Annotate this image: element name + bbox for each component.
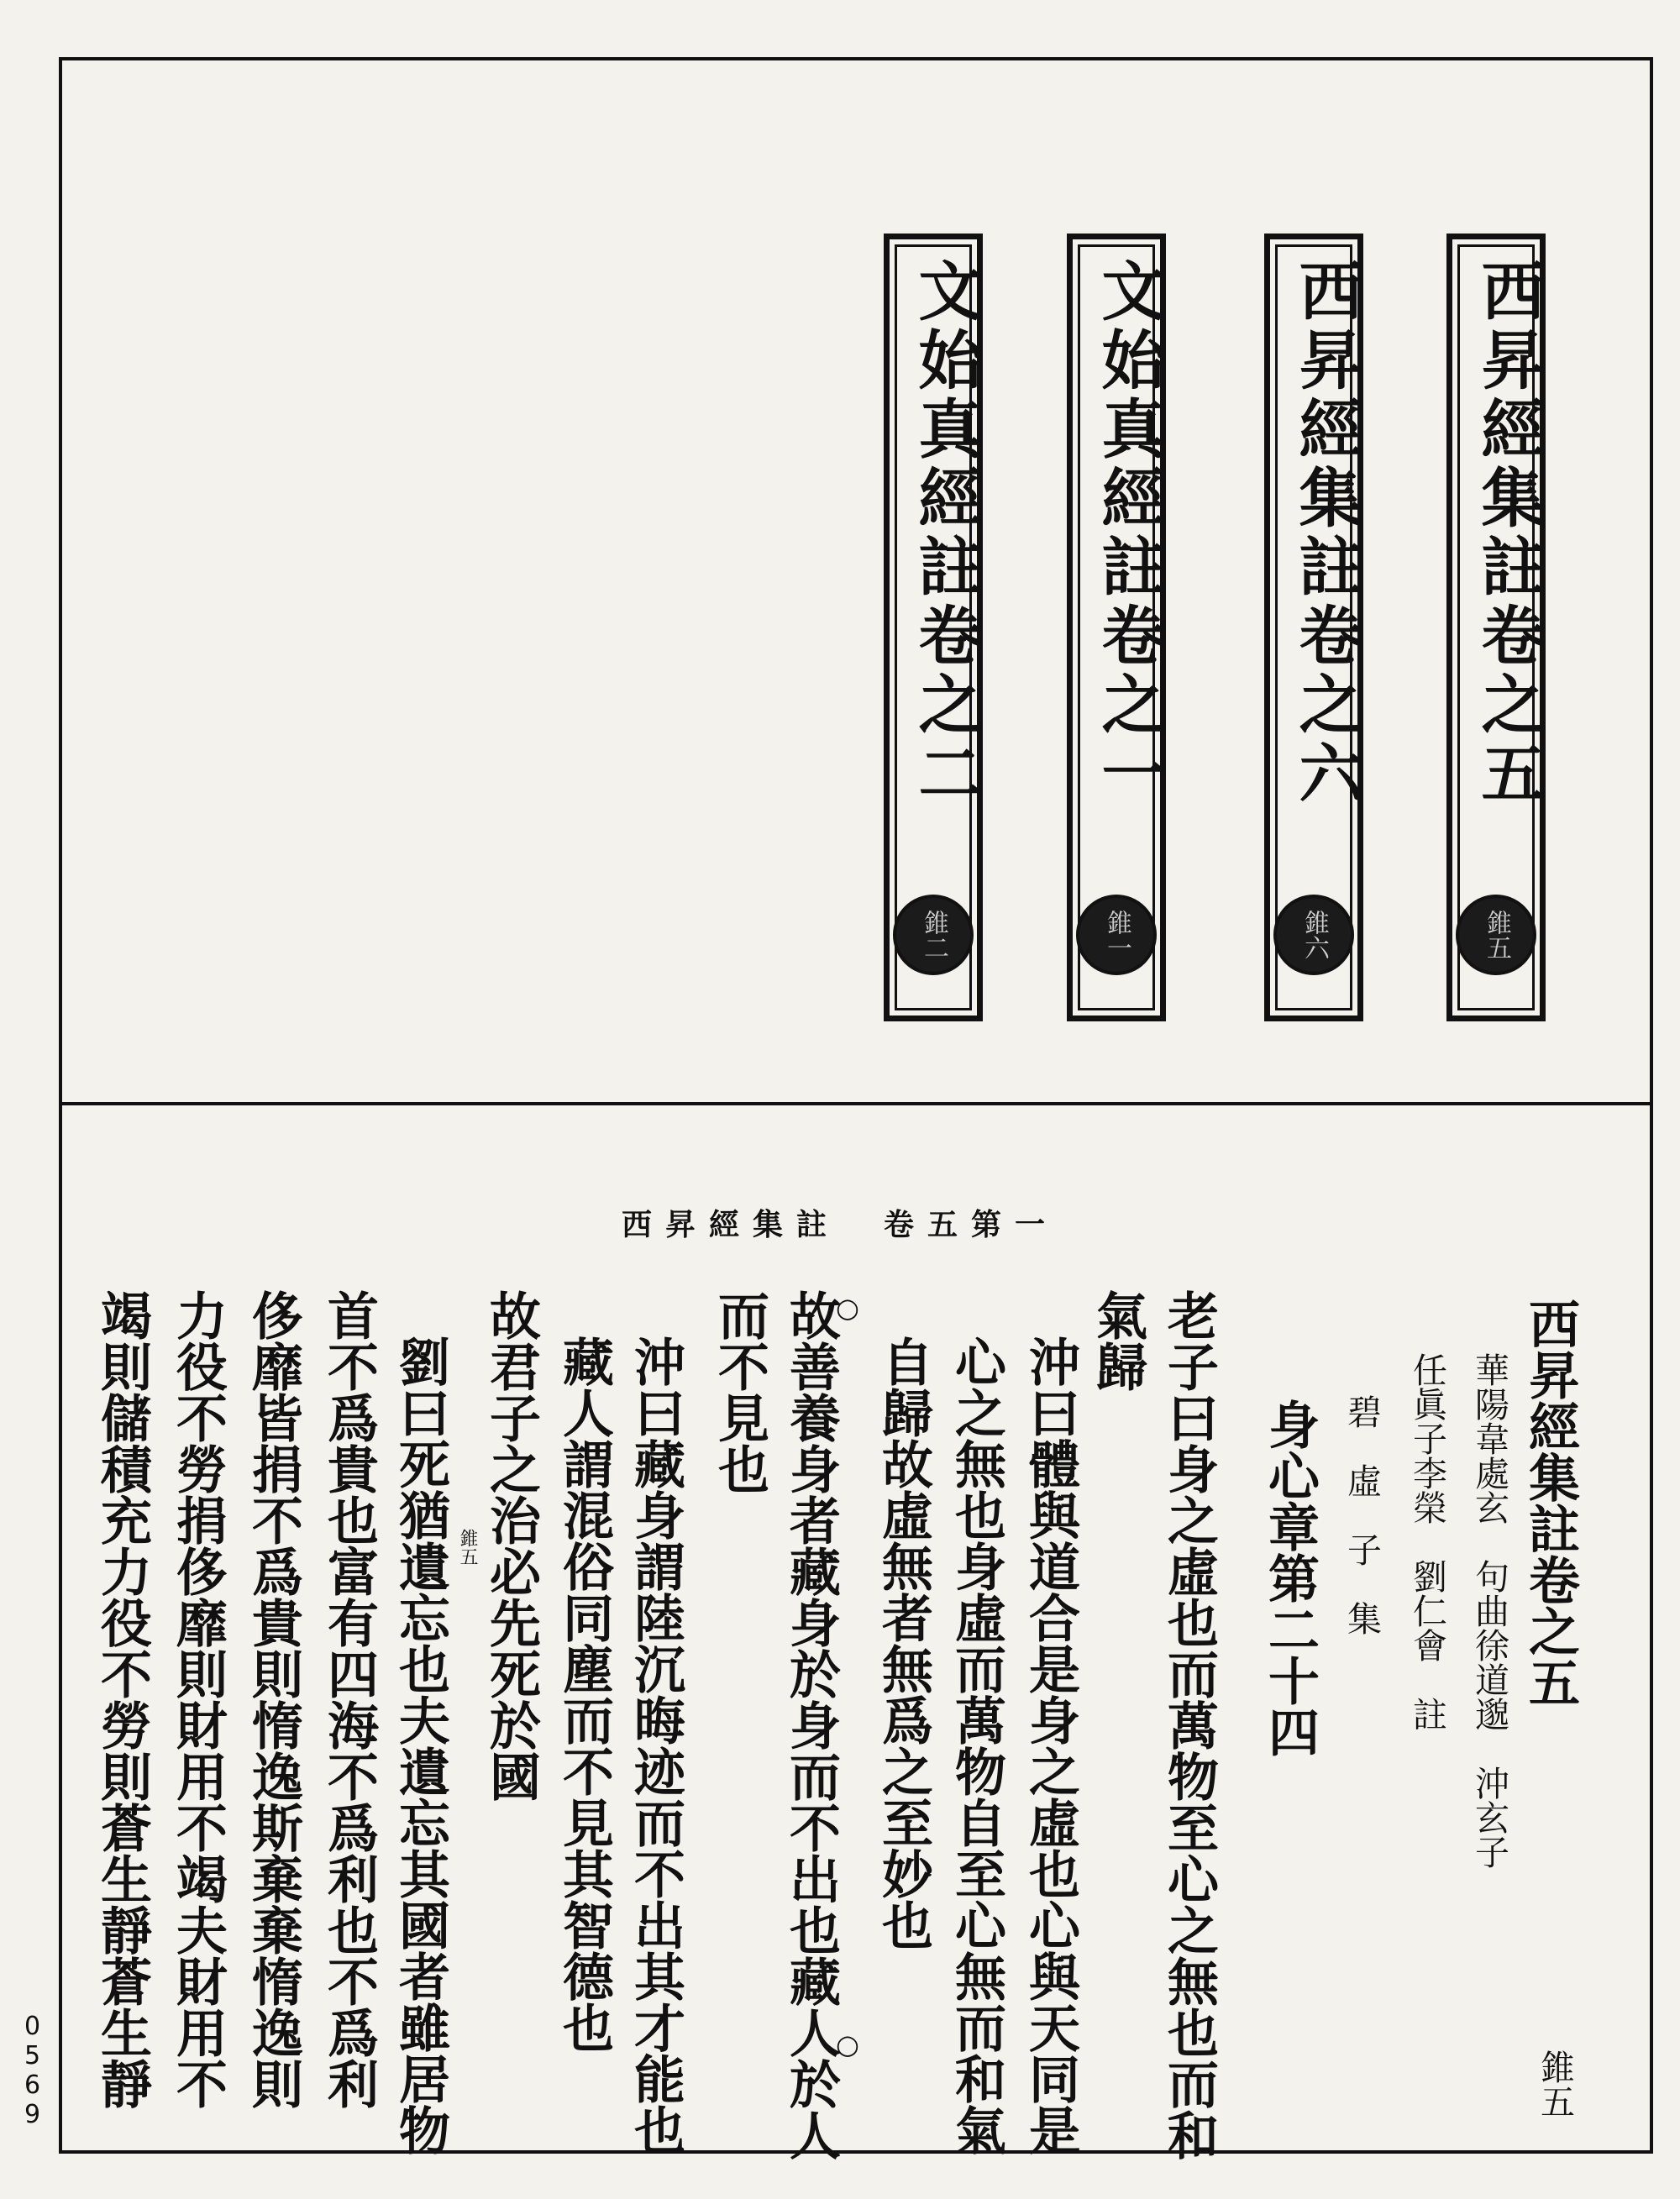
- circle-marker: ○: [836, 1292, 859, 1324]
- seal-stamp: 錐六: [1273, 895, 1354, 975]
- bookmark-label: 錐五: [457, 1529, 478, 1566]
- text-column-1: 西昇經集註卷之五: [1520, 1298, 1580, 1708]
- slip-title: 文始真經註卷之一: [1091, 258, 1166, 809]
- slip-title: 文始真經註卷之二: [908, 258, 983, 809]
- text-column-7: 氣歸: [1088, 1289, 1147, 1392]
- bookmark-label: 錐五: [1535, 2049, 1575, 2118]
- text-column-6: 老子曰身之虛也而萬物至心之無也而和: [1159, 1289, 1219, 2160]
- text-column-15: 故君子之治必先死於國: [481, 1289, 541, 1802]
- text-column-13: 沖曰藏身謂陸沉晦迹而不出其才能也: [626, 1336, 685, 2155]
- text-column-8: 沖曰體與道合是身之虛也心與天同是: [1021, 1336, 1080, 2155]
- text-column-12: 而不見也: [710, 1289, 769, 1494]
- seal-stamp: 錐一: [1076, 895, 1157, 975]
- text-column-14: 藏人謂混俗同塵而不見其智德也: [554, 1336, 614, 2053]
- seal-stamp: 錐二: [893, 895, 974, 975]
- circle-marker: ○: [836, 2028, 859, 2060]
- text-column-20: 竭則儲積充力役不勞則蒼生靜蒼生靜: [92, 1289, 152, 2109]
- page-header: 西昇經集註 卷五第一: [622, 1207, 1059, 1242]
- text-column-17: 首不爲貴也富有四海不爲利也不爲利: [319, 1289, 379, 2109]
- title-slip-4: [884, 234, 983, 1021]
- section-divider: [59, 1102, 1653, 1105]
- title-slip-3: [1067, 234, 1166, 1021]
- seal-stamp: 錐五: [1456, 895, 1536, 975]
- slip-title: 西昇經集註卷之五: [1471, 258, 1546, 809]
- title-slip-2: [1264, 234, 1363, 1021]
- text-column-19: 力役不勞捐侈靡則財用不竭夫財用不: [168, 1289, 228, 2109]
- text-column-9: 心之無也身虛而萬物自至心無而和氣: [947, 1336, 1006, 2155]
- text-column-2: 華陽韋處玄 句曲徐道邈 沖玄子: [1469, 1352, 1509, 1869]
- text-column-5: 身心章第二十四: [1260, 1399, 1320, 1757]
- title-slip-1: [1446, 234, 1546, 1021]
- text-column-4: 碧 虛 子 集: [1341, 1394, 1382, 1635]
- text-column-3: 任眞子李榮 劉仁會 註: [1407, 1352, 1447, 1731]
- text-column-10: 自歸故虛無者無爲之至妙也: [874, 1336, 933, 1950]
- text-column-11: 故善養身者藏身於身而不出也藏人於人: [781, 1289, 841, 2160]
- text-column-18: 侈靡皆捐不爲貴則惰逸斯棄棄惰逸則: [244, 1289, 303, 2109]
- page-number: 0569: [18, 2012, 47, 2129]
- slip-title: 西昇經集註卷之六: [1289, 258, 1363, 809]
- text-column-16: 劉曰死猶遺忘也夫遺忘其國者雖居物: [391, 1336, 450, 2155]
